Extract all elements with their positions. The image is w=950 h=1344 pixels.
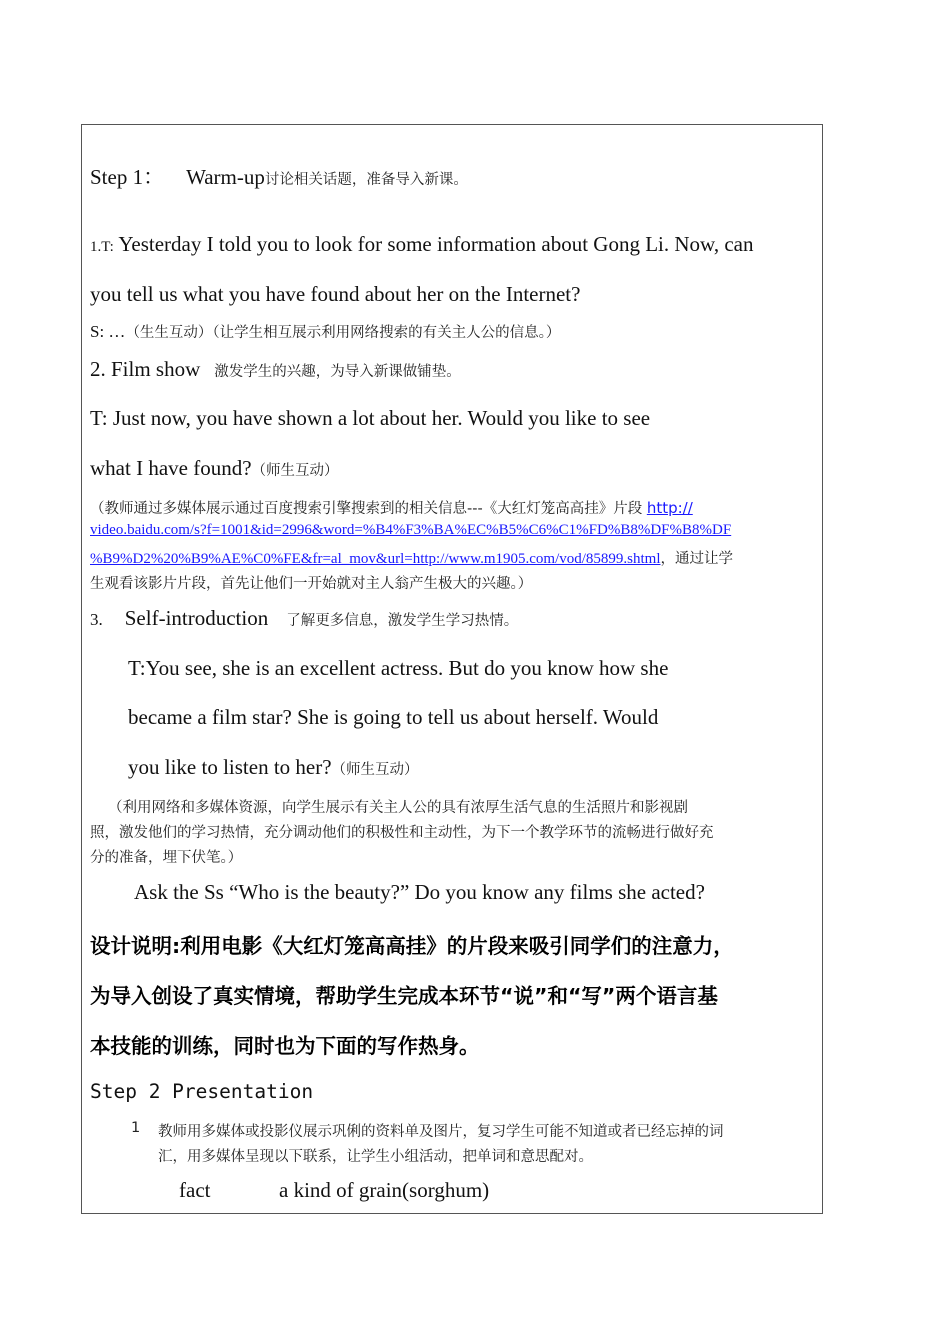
design-note-line2: 为导入创设了真实情境，帮助学生完成本环节“说”和“写”两个语言基	[90, 984, 718, 1008]
item3-para-line2: 照，激发他们的学习热情，充分调动他们的积极性和主动性，为下一个教学环节的流畅进行做好充	[90, 825, 714, 841]
item1-prefix: 1.T:	[90, 239, 114, 255]
step2-heading: Step 2 Presentation	[90, 1080, 314, 1103]
item2-teacher-line2: what I have found?（师生互动）	[90, 456, 339, 480]
item2-info-line4: 生观看该影片片段，首先让他们一开始就对主人翁产生极大的兴趣。）	[90, 576, 533, 592]
step2-item-line1: 教师用多媒体或投影仪展示巩俐的资料单及图片，复习学生可能不知道或者已经忘掉的词	[158, 1124, 724, 1140]
item3-heading	[90, 606, 518, 631]
item3-teacher-line2: became a film star? She is going to tell us about herself. Would	[128, 705, 659, 729]
item2-info-line3: %B9%D2%20%B9%AE%C0%FE&fr=al_mov&url=http://www.m1905.com/vod/85899.shtml，通过让学	[90, 551, 733, 567]
item3-label: Self-introduction	[124, 606, 269, 630]
item1-line2: you tell us what you have found about her on the Internet?	[90, 282, 581, 306]
film-link[interactable]: http://	[646, 499, 693, 517]
item2-teacher-line1: T: Just now, you have shown a lot about her. Would you like to see	[90, 406, 651, 430]
step1-title: Warm-up	[186, 165, 265, 189]
item2-note: 激发学生的兴趣，为导入新课做铺垫。	[214, 364, 461, 380]
item2-label: 2. Film show	[90, 357, 201, 381]
film-link-part2[interactable]: video.baidu.com/s?f=1001&id=2996&word=%B4%F3%BA%EC%B5%C6%C1%FD%B8%DF%B8%DF	[90, 522, 732, 538]
design-note-line3: 本技能的训练，同时也为下面的写作热身。	[90, 1034, 480, 1058]
item3-ask: Ask the Ss “Who is the beauty?” Do you know any films she acted?	[134, 880, 705, 904]
item2-heading	[90, 357, 461, 382]
film-link-part3[interactable]: %B9%D2%20%B9%AE%C0%FE&fr=al_mov&url=http://www.m1905.com/vod/85899.shtml	[90, 551, 661, 567]
item1-student-response: S: …（生生互动）（让学生相互展示利用网络搜索的有关主人公的信息。）	[90, 322, 561, 341]
step1-heading	[90, 161, 468, 191]
step2-item-number: 1	[131, 1120, 141, 1136]
vocab-word: fact	[179, 1178, 211, 1202]
item3-teacher-line1: T:You see, she is an excellent actress. But do you know how she	[128, 656, 669, 680]
vocab-meaning: a kind of grain(sorghum)	[279, 1178, 490, 1202]
step1-note: 讨论相关话题，准备导入新课。	[264, 172, 468, 188]
item3-para-line3: 分的准备，埋下伏笔。）	[90, 850, 243, 866]
item3-note: 了解更多信息，激发学生学习热情。	[286, 613, 519, 629]
item3-para-line1: （利用网络和多媒体资源，向学生展示有关主人公的具有浓厚生活气息的生活照片和影视剧	[108, 800, 688, 816]
item1-line1: 1.T: Yesterday I told you to look for some information about Gong Li. Now, can	[90, 232, 754, 256]
item2-info-line2	[90, 522, 731, 539]
item2-info-line1: （教师通过多媒体展示通过百度搜索引擎搜索到的相关信息---《大红灯笼高高挂》片段 http://	[90, 499, 693, 517]
step1-label: Step 1：	[90, 165, 165, 189]
step2-item-line2: 汇，用多媒体呈现以下联系，让学生小组活动，把单词和意思配对。	[158, 1149, 593, 1165]
item3-num: 3.	[90, 610, 103, 629]
item3-teacher-line3: you like to listen to her?（师生互动）	[128, 755, 419, 779]
design-note-line1: 设计说明:利用电影《大红灯笼高高挂》的片段来吸引同学们的注意力，	[90, 934, 734, 958]
